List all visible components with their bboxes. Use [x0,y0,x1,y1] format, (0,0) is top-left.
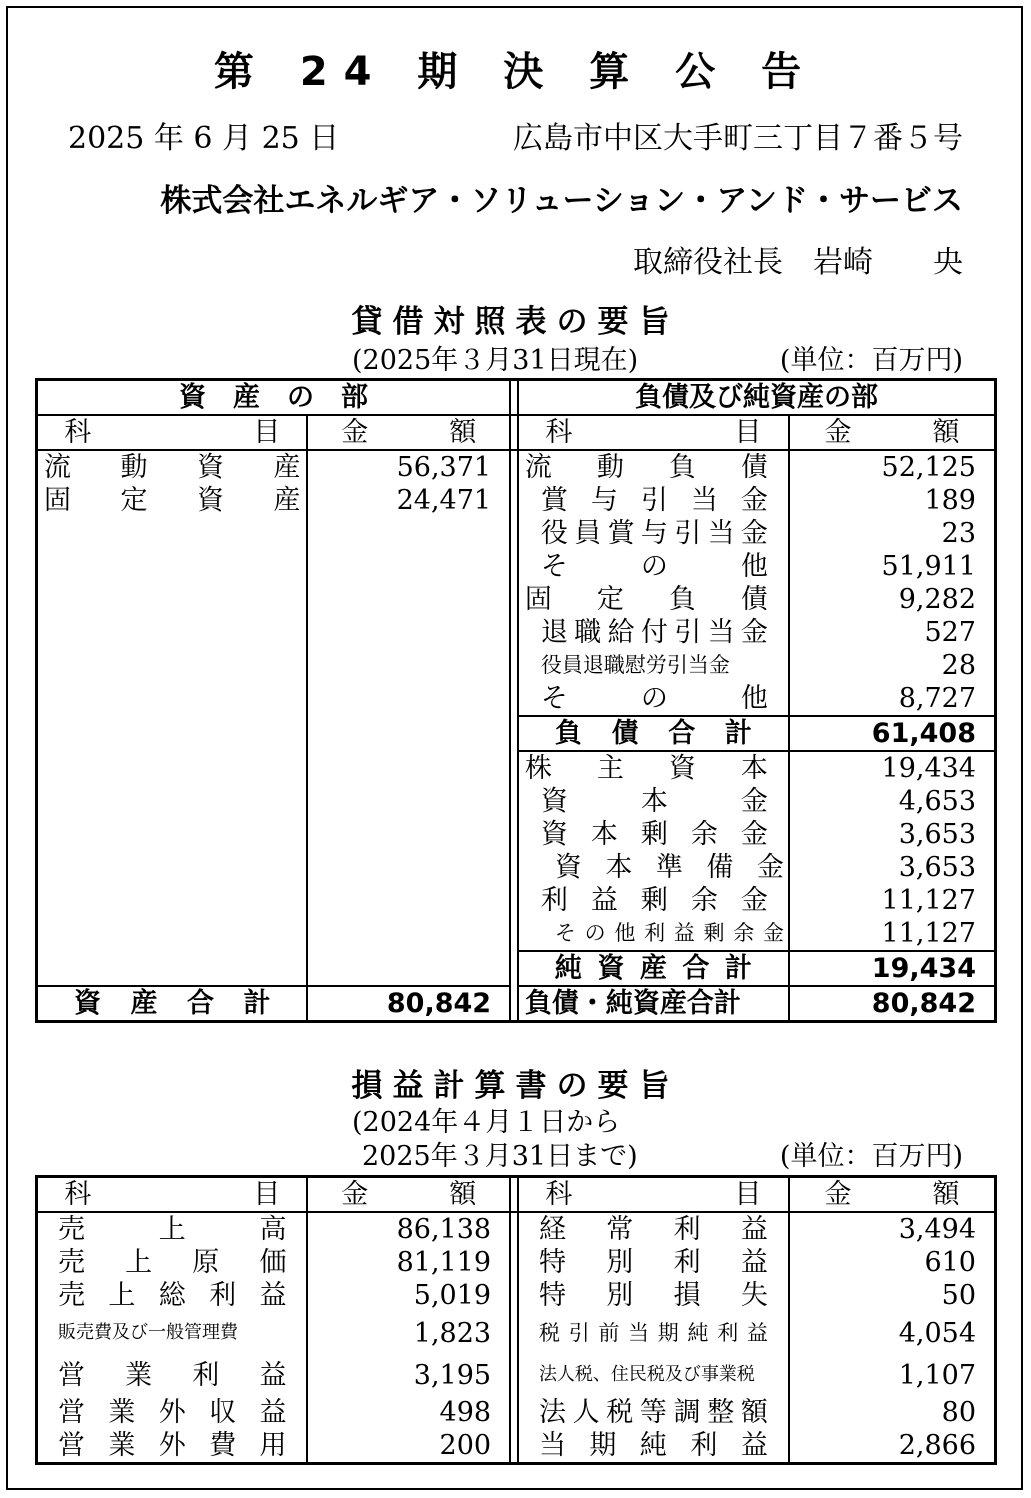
liability-amount: 52,125 [789,450,996,484]
liabilities-total-amount: 61,408 [789,716,996,751]
liability-label: 流動負債 [518,450,789,484]
pl-col-amount-right: 金 額 [789,1177,996,1213]
pl-left-label: 販売費及び一般管理費 [37,1312,308,1354]
liability-amount: 8,727 [789,682,996,716]
balance-sheet-unit: (単位：百万円) [779,345,963,376]
equity-total-label: 純資産合計 [518,951,789,986]
assets-total-label: 資産合計 [37,986,308,1022]
liability-label: 退職給付引当金 [518,616,789,649]
pl-left-amount: 86,138 [307,1212,510,1246]
pl-left-amount: 81,119 [307,1246,510,1279]
pl-right-label: 特別損失 [518,1279,789,1312]
equity-label: 資本準備金 [518,851,789,884]
assets-header: 資 産 の 部 [37,380,511,416]
equity-amount: 3,653 [789,818,996,851]
pl-left-label: 売上総利益 [37,1279,308,1312]
pl-right-amount: 50 [789,1279,996,1312]
pl-left-amount: 5,019 [307,1279,510,1312]
grand-total-label: 負債・純資産合計 [518,986,789,1022]
liability-amount: 189 [789,484,996,517]
pl-right-label: 当期純利益 [518,1429,789,1464]
liability-amount: 9,282 [789,583,996,616]
equity-amount: 4,653 [789,785,996,818]
pl-right-label: 経常利益 [518,1212,789,1246]
period-to: 2025年３月31日まで) [362,1141,638,1172]
asset-amount: 24,471 [307,484,510,517]
income-statement-table [35,1175,997,1465]
representative: 取締役社長 岩崎 央 [633,245,963,280]
liability-label: そ の 他 [518,550,789,583]
liability-label: 役員退職慰労引当金 [518,649,789,682]
pl-left-amount: 498 [307,1396,510,1429]
pl-left-amount: 3,195 [307,1354,510,1396]
announcement-date: 2025 年 6 月 25 日 [68,121,340,156]
equity-label: 株主資本 [518,751,789,785]
liability-label: そ の 他 [518,682,789,716]
income-statement-unit: (単位：百万円) [779,1141,963,1172]
pl-left-label: 売上高 [37,1212,308,1246]
liability-amount: 527 [789,616,996,649]
equity-label: その他利益剰余金 [518,917,789,951]
pl-left-label: 営業外収益 [37,1396,308,1429]
pl-left-label: 営業利益 [37,1354,308,1396]
period-from: (2024年４月１日から [352,1107,621,1138]
pl-col-amount: 金 額 [307,1177,510,1213]
pl-right-label: 特別利益 [518,1246,789,1279]
pl-right-label: 法人税、住民税及び事業税 [518,1354,789,1396]
liability-label: 賞与引当金 [518,484,789,517]
equity-amount: 19,434 [789,751,996,785]
equity-amount: 11,127 [789,917,996,951]
equity-label: 利益剰余金 [518,884,789,917]
liabilities-col-item: 科 目 [518,415,789,450]
pl-left-label: 営業外費用 [37,1429,308,1464]
liability-amount: 51,911 [789,550,996,583]
pl-right-label: 法人税等調整額 [518,1396,789,1429]
assets-col-item: 科 目 [37,415,308,450]
grand-total-amount: 80,842 [789,986,996,1022]
pl-left-label: 売上原価 [37,1246,308,1279]
asset-amount: 56,371 [307,450,510,484]
pl-right-amount: 610 [789,1246,996,1279]
pl-left-amount: 200 [307,1429,510,1464]
pl-col-item-right: 科 目 [518,1177,789,1213]
liabilities-header: 負債及び純資産の部 [518,380,996,416]
company-name: 株式会社エネルギア・ソリューション・アンド・サービス [160,183,963,219]
assets-total-amount: 80,842 [307,986,510,1022]
pl-col-item: 科 目 [37,1177,308,1213]
asset-label: 流動資産 [37,450,308,484]
income-statement-title: 損益計算書の要旨 [351,1068,680,1104]
pl-right-amount: 3,494 [789,1212,996,1246]
balance-sheet-title: 貸借対照表の要旨 [351,304,680,340]
equity-amount: 3,653 [789,851,996,884]
equity-total-amount: 19,434 [789,951,996,986]
equity-label: 資本剰余金 [518,818,789,851]
asset-label: 固定資産 [37,484,308,517]
liabilities-col-amount: 金 額 [789,415,996,450]
equity-label: 資本金 [518,785,789,818]
liability-amount: 23 [789,517,996,550]
assets-col-amount: 金 額 [307,415,510,450]
equity-amount: 11,127 [789,884,996,917]
pl-right-amount: 2,866 [789,1429,996,1464]
pl-right-amount: 80 [789,1396,996,1429]
pl-right-label: 税引前当期純利益 [518,1312,789,1354]
pl-right-amount: 1,107 [789,1354,996,1396]
balance-sheet-date: (2025年３月31日現在) [352,345,639,376]
document-title: 第 24 期 決 算 公 告 [213,49,818,95]
balance-sheet-table [35,378,997,1023]
company-address: 広島市中区大手町三丁目７番５号 [513,121,963,156]
pl-left-amount: 1,823 [307,1312,510,1354]
pl-right-amount: 4,054 [789,1312,996,1354]
liability-label: 役員賞与引当金 [518,517,789,550]
liability-amount: 28 [789,649,996,682]
liabilities-total-label: 負債合計 [518,716,789,751]
liability-label: 固定負債 [518,583,789,616]
